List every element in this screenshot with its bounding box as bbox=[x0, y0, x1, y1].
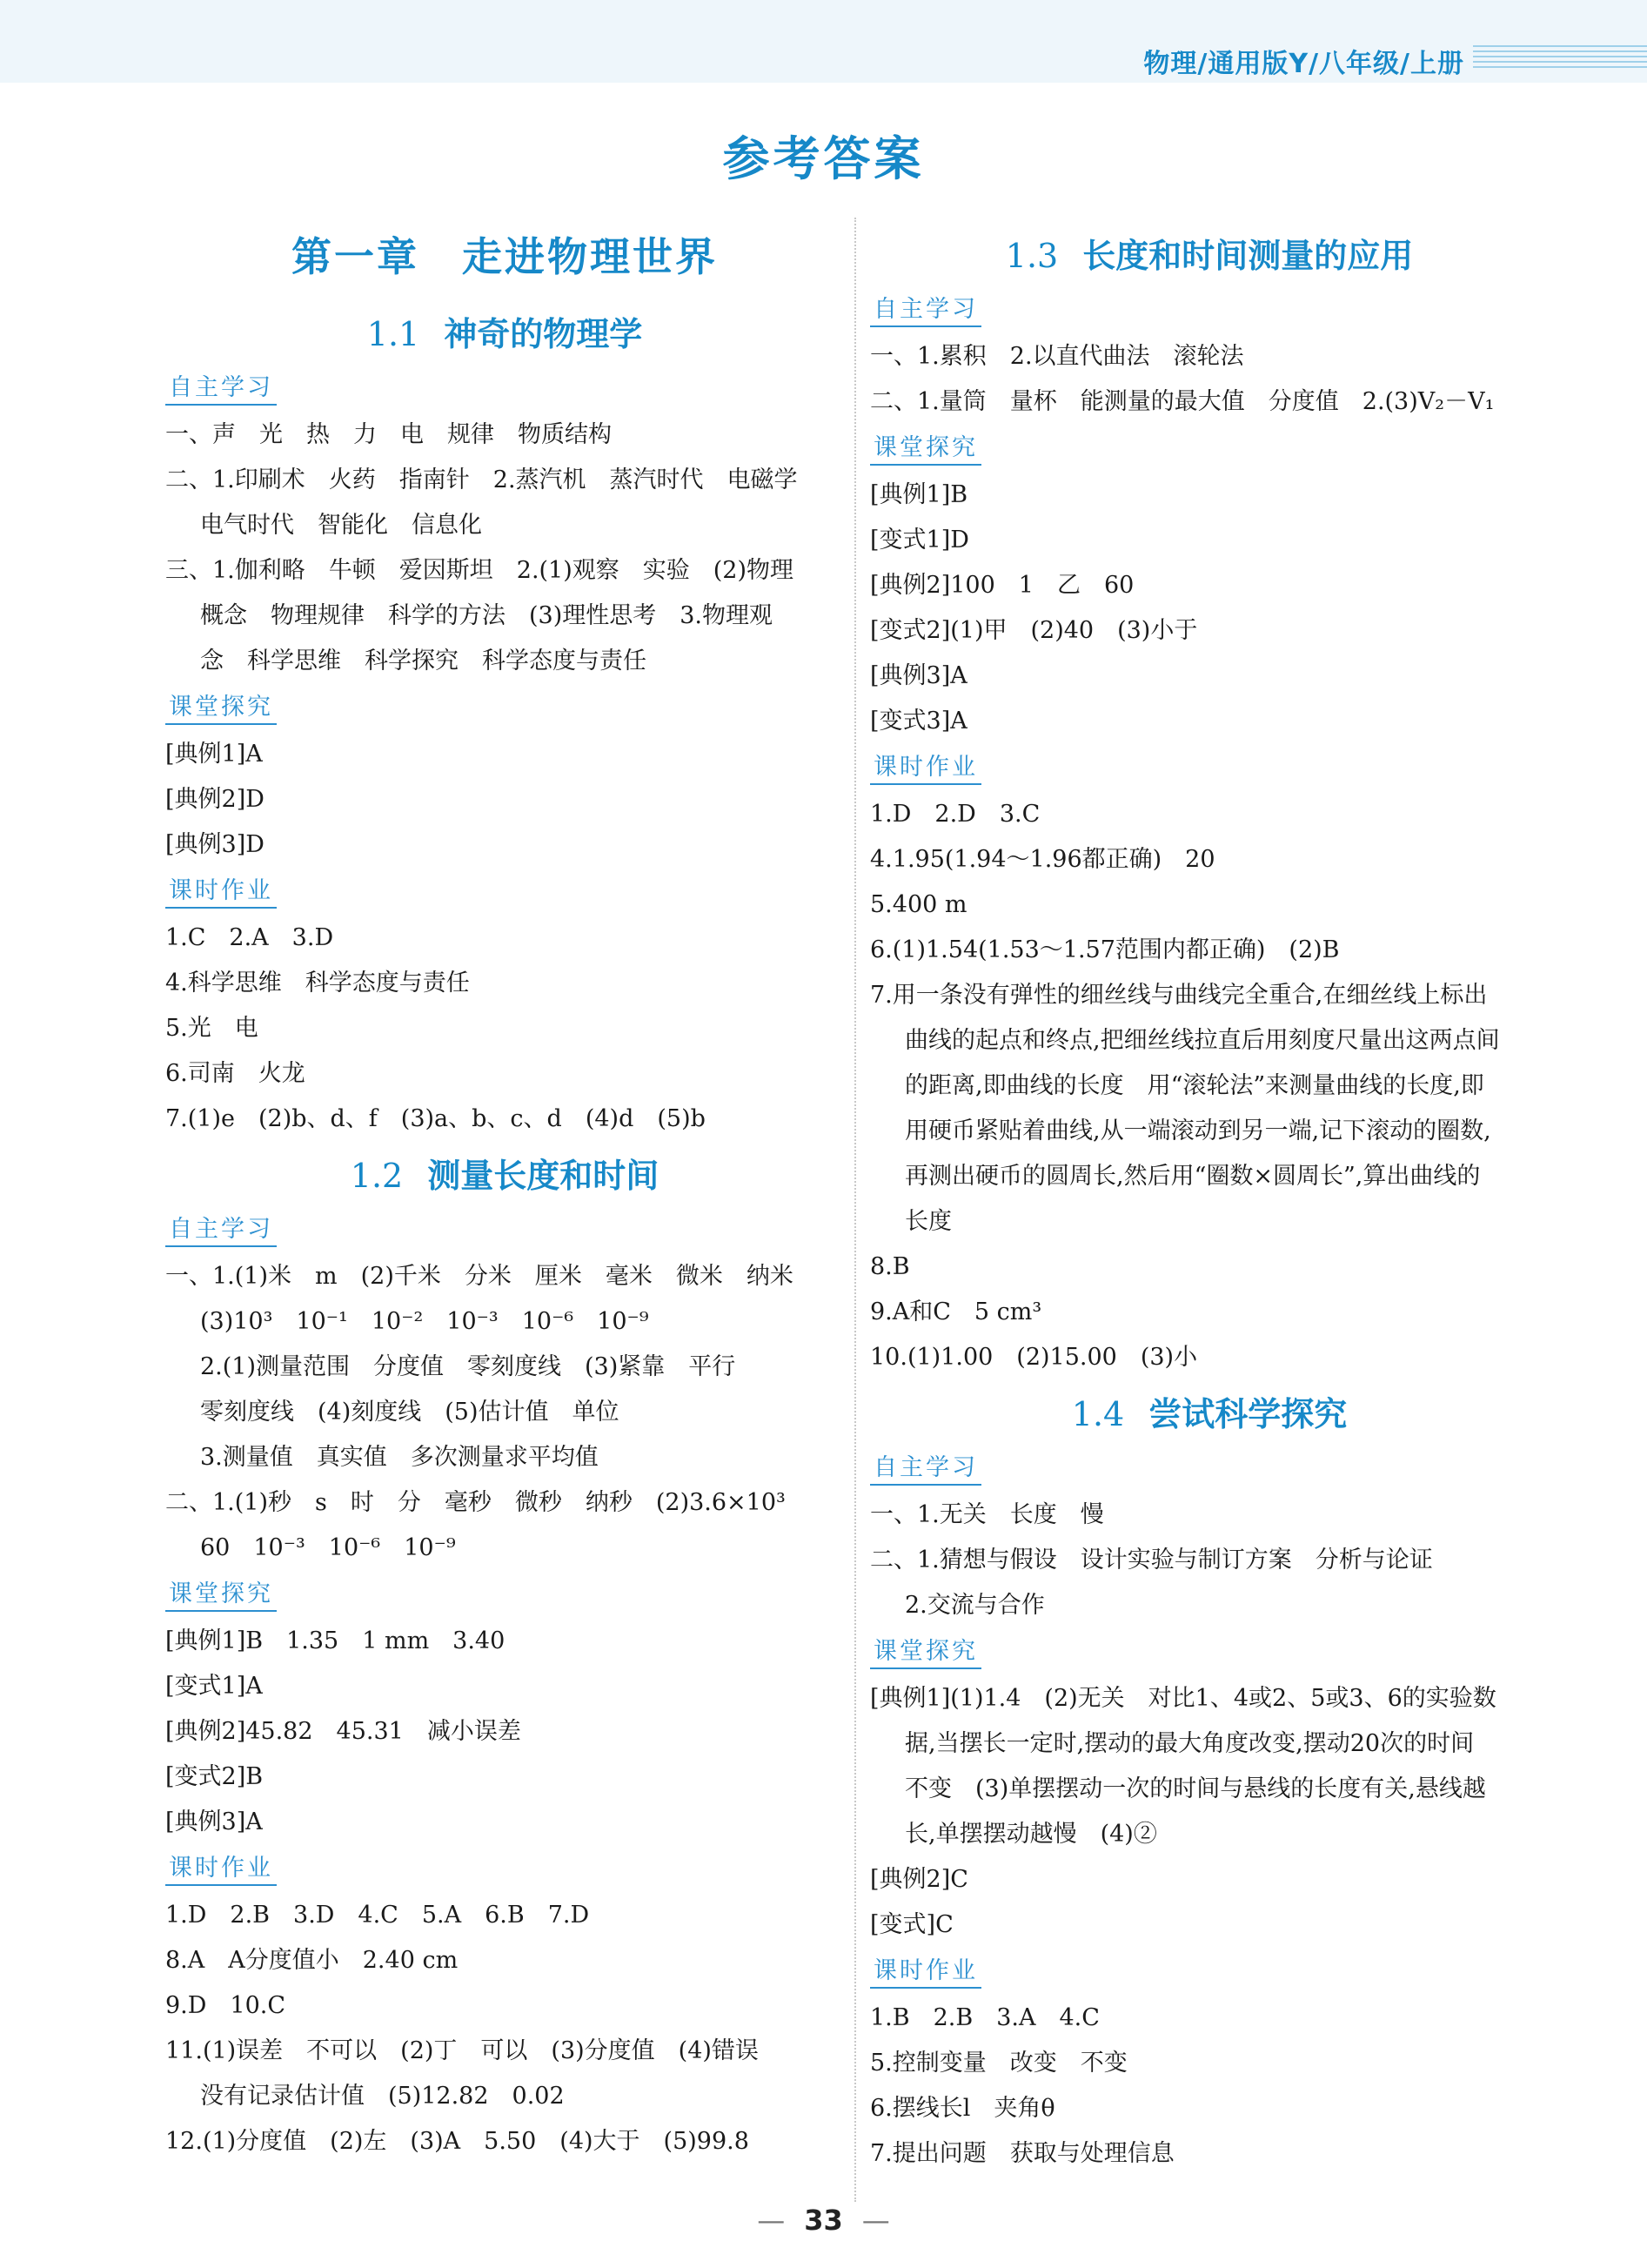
block-label: 课堂探究 bbox=[870, 428, 981, 466]
answer-line: 曲线的起点和终点,把细丝线拉直后用刻度尺量出这两点间 bbox=[905, 1027, 1500, 1054]
block-label: 课时作业 bbox=[165, 871, 277, 909]
answer-line: 2.(1)测量范围 分度值 零刻度线 (3)紧靠 平行 bbox=[200, 1353, 736, 1380]
answer-line: 二、1.印刷术 火药 指南针 2.蒸汽机 蒸汽时代 电磁学 bbox=[165, 466, 798, 493]
block-label: 自主学习 bbox=[165, 1210, 277, 1247]
answer-line: 6.司南 火龙 bbox=[165, 1060, 305, 1087]
answer-line: 二、1.量筒 量杯 能测量的最大值 分度值 2.(3)V₂－V₁ bbox=[870, 388, 1495, 415]
answer-line: [典例3]A bbox=[870, 662, 967, 689]
answer-line: [典例1](1)1.4 (2)无关 对比1、4或2、5或3、6的实验数 bbox=[870, 1685, 1496, 1712]
section-title bbox=[870, 225, 1549, 286]
answer-line: 60 10⁻³ 10⁻⁶ 10⁻⁹ bbox=[200, 1534, 456, 1561]
section-title bbox=[870, 1384, 1549, 1445]
answer-line: 一、声 光 热 力 电 规律 物质结构 bbox=[165, 421, 612, 448]
answer-line: 1.D 2.B 3.D 4.C 5.A 6.B 7.D bbox=[165, 1902, 590, 1929]
block-label: 自主学习 bbox=[870, 1448, 981, 1486]
block-label: 课时作业 bbox=[870, 1951, 981, 1989]
answer-line: 念 科学思维 科学探究 科学态度与责任 bbox=[200, 648, 646, 674]
answer-line: [典例1]B 1.35 1 mm 3.40 bbox=[165, 1627, 505, 1654]
answer-line: 6.(1)1.54(1.53～1.57范围内都正确) (2)B bbox=[870, 936, 1340, 963]
chapter-title: 第一章 走进物理世界 bbox=[291, 233, 718, 280]
answer-line: 二、1.(1)秒 s 时 分 毫秒 微秒 纳秒 (2)3.6×10³ bbox=[165, 1489, 786, 1516]
answer-line: [典例1]B bbox=[870, 481, 968, 508]
answer-line: 12.(1)分度值 (2)左 (3)A 5.50 (4)大于 (5)99.8 bbox=[165, 2128, 749, 2155]
answer-line: [变式2]B bbox=[165, 1763, 264, 1790]
answer-line: [典例2]C bbox=[870, 1866, 968, 1893]
page-title: 参考答案 bbox=[722, 131, 925, 186]
answer-line: 9.D 10.C bbox=[165, 1992, 286, 2019]
block-label: 课堂探究 bbox=[165, 1574, 277, 1612]
answer-line: 电气时代 智能化 信息化 bbox=[200, 512, 482, 539]
section-name: 尝试科学探究 bbox=[1148, 1394, 1348, 1433]
answer-line: 一、1.累积 2.以直代曲法 滚轮法 bbox=[870, 343, 1244, 370]
answer-line: 长,单摆摆动越慢 (4)② bbox=[905, 1821, 1157, 1848]
answer-line: 用硬币紧贴着曲线,从一端滚动到另一端,记下滚动的圈数, bbox=[905, 1117, 1491, 1144]
answer-line: 长度 bbox=[905, 1208, 952, 1235]
section-number: 1.1 bbox=[366, 315, 420, 353]
answer-line: 7.用一条没有弹性的细丝线与曲线完全重合,在细丝线上标出 bbox=[870, 982, 1488, 1009]
answer-line: [变式1]A bbox=[165, 1673, 263, 1700]
answer-line: [典例1]A bbox=[165, 741, 263, 768]
page-number-value: 33 bbox=[804, 2204, 843, 2237]
answer-line: 1.C 2.A 3.D bbox=[165, 924, 334, 951]
answer-line: [典例3]D bbox=[165, 831, 264, 858]
answer-line: 4.科学思维 科学态度与责任 bbox=[165, 970, 470, 996]
section-name: 长度和时间测量的应用 bbox=[1082, 236, 1414, 275]
answer-line: 不变 (3)单摆摆动一次的时间与悬线的长度有关,悬线越 bbox=[905, 1775, 1486, 1802]
answer-line: 11.(1)误差 不可以 (2)丁 可以 (3)分度值 (4)错误 bbox=[165, 2037, 759, 2064]
section-name: 神奇的物理学 bbox=[444, 314, 643, 353]
answer-line: 4.1.95(1.94～1.96都正确) 20 bbox=[870, 846, 1215, 873]
answer-line: 6.摆线长l 夹角θ bbox=[870, 2095, 1055, 2122]
answer-line: 9.A和C 5 cm³ bbox=[870, 1298, 1042, 1325]
answer-line: 一、1.(1)米 m (2)千米 分米 厘米 毫米 微米 纳米 bbox=[165, 1263, 793, 1290]
right-column bbox=[870, 222, 1549, 2177]
answer-line: [变式]C bbox=[870, 1911, 954, 1938]
answer-line: 5.光 电 bbox=[165, 1015, 258, 1042]
answer-line: 二、1.猜想与假设 设计实验与制订方案 分析与论证 bbox=[870, 1547, 1433, 1574]
answer-line: [典例2]45.82 45.31 减小误差 bbox=[165, 1718, 521, 1745]
answer-line: 10.(1)1.00 (2)15.00 (3)小 bbox=[870, 1344, 1198, 1371]
header-decoration bbox=[1473, 45, 1647, 71]
section-title bbox=[165, 1145, 844, 1206]
answer-line: 2.交流与合作 bbox=[905, 1592, 1045, 1619]
answer-line: 7.提出问题 获取与处理信息 bbox=[870, 2140, 1175, 2167]
section-number: 1.4 bbox=[1071, 1395, 1125, 1433]
answer-line: [变式1]D bbox=[870, 527, 969, 554]
answer-line: 没有记录估计值 (5)12.82 0.02 bbox=[200, 2083, 565, 2110]
answer-line: 1.B 2.B 3.A 4.C bbox=[870, 2004, 1100, 2031]
section-number: 1.3 bbox=[1005, 237, 1059, 275]
left-column bbox=[165, 222, 844, 2164]
block-label: 自主学习 bbox=[870, 290, 981, 327]
answer-line: [典例2]D bbox=[165, 786, 264, 813]
answer-line: 一、1.无关 长度 慢 bbox=[870, 1501, 1104, 1528]
answer-line: 5.400 m bbox=[870, 891, 967, 918]
answer-line: [变式2](1)甲 (2)40 (3)小于 bbox=[870, 617, 1198, 644]
block-label: 自主学习 bbox=[165, 368, 277, 406]
header-title: 物理/通用版Y/八年级/上册 bbox=[1143, 49, 1464, 79]
block-label: 课堂探究 bbox=[870, 1632, 981, 1669]
answer-line: 3.测量值 真实值 多次测量求平均值 bbox=[200, 1444, 599, 1471]
header-band bbox=[0, 0, 1647, 83]
answer-line: 概念 物理规律 科学的方法 (3)理性思考 3.物理观 bbox=[200, 602, 773, 629]
answer-line: 5.控制变量 改变 不变 bbox=[870, 2050, 1128, 2077]
answer-line: 再测出硬币的圆周长,然后用“圈数×圆周长”,算出曲线的 bbox=[905, 1163, 1481, 1190]
answer-line: 零刻度线 (4)刻度线 (5)估计值 单位 bbox=[200, 1399, 619, 1426]
answer-line: [典例2]100 1 乙 60 bbox=[870, 572, 1135, 599]
answer-line: 的距离,即曲线的长度 用“滚轮法”来测量曲线的长度,即 bbox=[905, 1072, 1484, 1099]
answer-line: [变式3]A bbox=[870, 708, 967, 735]
section-name: 测量长度和时间 bbox=[427, 1156, 659, 1195]
answer-line: (3)10³ 10⁻¹ 10⁻² 10⁻³ 10⁻⁶ 10⁻⁹ bbox=[200, 1308, 649, 1335]
section-title bbox=[165, 304, 844, 365]
column-divider bbox=[854, 218, 856, 2202]
section-number: 1.2 bbox=[350, 1157, 404, 1195]
block-label: 课时作业 bbox=[165, 1849, 277, 1886]
answer-line: [典例3]A bbox=[165, 1808, 263, 1835]
answer-line: 据,当摆长一定时,摆动的最大角度改变,摆动20次的时间 bbox=[905, 1730, 1475, 1757]
answer-line: 7.(1)e (2)b、d、f (3)a、b、c、d (4)d (5)b bbox=[165, 1105, 706, 1132]
answer-line: 8.B bbox=[870, 1253, 910, 1280]
page-number: — 33 — bbox=[757, 2204, 890, 2237]
answer-line: 8.A A分度值小 2.40 cm bbox=[165, 1947, 459, 1974]
answer-line: 1.D 2.D 3.C bbox=[870, 801, 1041, 828]
answer-line: 三、1.伽利略 牛顿 爱因斯坦 2.(1)观察 实验 (2)物理 bbox=[165, 557, 794, 584]
block-label: 课堂探究 bbox=[165, 688, 277, 725]
block-label: 课时作业 bbox=[870, 748, 981, 785]
